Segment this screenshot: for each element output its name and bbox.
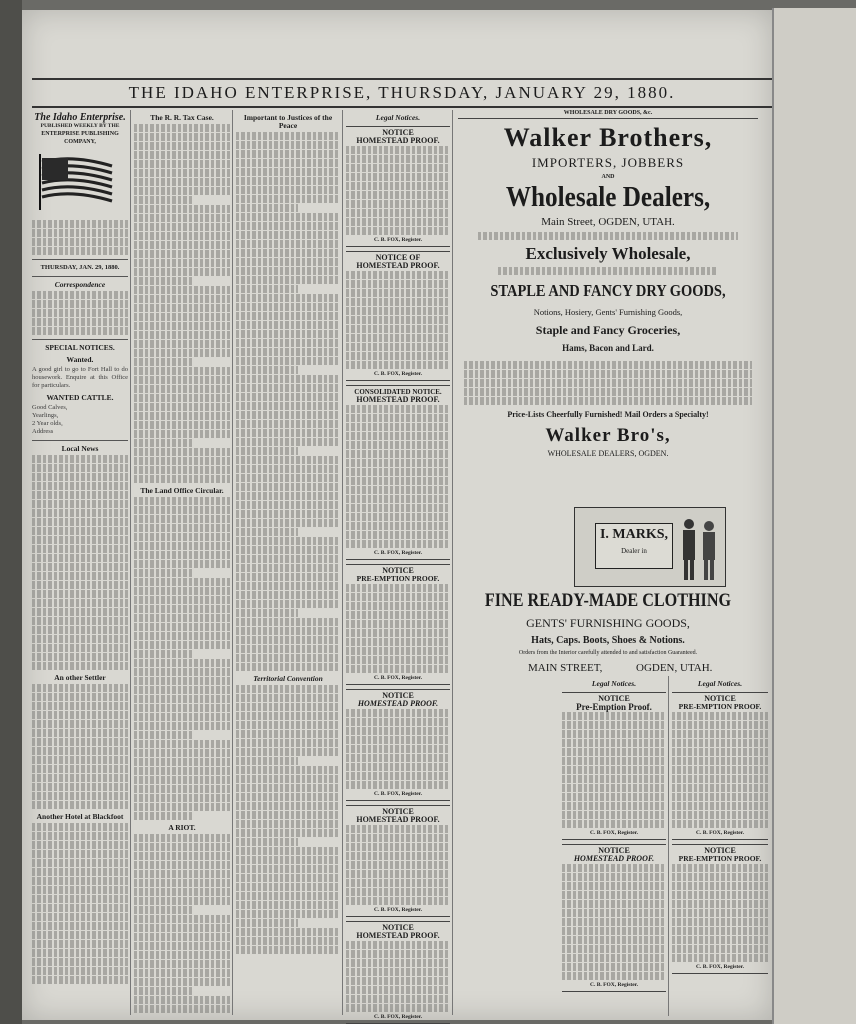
text-line bbox=[236, 447, 298, 455]
text-line bbox=[134, 704, 230, 712]
text-line bbox=[236, 555, 340, 563]
register-signature-7: C. B. FOX, Register. bbox=[374, 1014, 422, 1020]
text-line bbox=[134, 169, 230, 177]
text-line bbox=[134, 758, 230, 766]
text-line bbox=[236, 402, 340, 410]
text-line bbox=[134, 879, 230, 887]
text-line bbox=[236, 901, 340, 909]
text-line bbox=[134, 551, 230, 559]
text-line bbox=[236, 600, 340, 608]
text-line bbox=[236, 501, 340, 509]
text-line bbox=[236, 811, 340, 819]
text-line bbox=[236, 694, 340, 702]
text-line bbox=[236, 919, 298, 927]
text-line bbox=[134, 376, 230, 384]
register-signature-6: C. B. FOX, Register. bbox=[374, 907, 422, 913]
text-line bbox=[134, 749, 230, 757]
text-line bbox=[134, 960, 230, 968]
main-street: MAIN STREET, bbox=[528, 662, 603, 674]
text-line bbox=[134, 740, 230, 748]
text-line bbox=[236, 645, 340, 653]
text-line bbox=[236, 231, 340, 239]
text-line bbox=[134, 659, 230, 667]
text-line bbox=[134, 641, 230, 649]
clothing-headline: FINE READY-MADE CLOTHING bbox=[484, 590, 732, 611]
register-signature-6b: C. B. FOX, Register. bbox=[696, 964, 744, 970]
text-line bbox=[134, 124, 230, 132]
text-line bbox=[236, 910, 340, 918]
text-line bbox=[236, 802, 340, 810]
wholesale-dealers-ogden: WHOLESALE DEALERS, OGDEN. bbox=[547, 449, 669, 458]
text-line bbox=[134, 322, 230, 330]
text-line bbox=[134, 834, 230, 842]
correspondence-heading: Correspondence bbox=[54, 280, 106, 289]
text-line bbox=[236, 546, 340, 554]
notice-title-6: NOTICE bbox=[382, 807, 414, 816]
register-signature-3: C. B. FOX, Register. bbox=[374, 550, 422, 556]
text-line bbox=[134, 668, 230, 676]
text-line bbox=[236, 375, 340, 383]
pre-emption-title: PRE-EMPTION PROOF. bbox=[356, 574, 440, 583]
text-line bbox=[236, 258, 340, 266]
pre-emption-title-6a: PRE-EMPTION PROOF. bbox=[678, 702, 762, 711]
wholesale-dealers: Wholesale Dealers, bbox=[505, 182, 711, 213]
register-signature-2: C. B. FOX, Register. bbox=[374, 371, 422, 377]
text-line bbox=[236, 393, 340, 401]
text-line bbox=[236, 829, 340, 837]
flag-illustration bbox=[32, 152, 118, 210]
text-line bbox=[236, 141, 340, 149]
text-line bbox=[134, 812, 192, 820]
text-line bbox=[236, 856, 340, 864]
text-line bbox=[134, 178, 230, 186]
text-line bbox=[236, 775, 340, 783]
notice-block-6b bbox=[672, 844, 768, 974]
text-line bbox=[236, 892, 340, 900]
hams-line: Hams, Bacon and Lard. bbox=[562, 343, 654, 353]
text-line bbox=[236, 748, 340, 756]
text-line bbox=[236, 348, 340, 356]
text-line bbox=[236, 519, 340, 527]
text-line bbox=[134, 722, 230, 730]
text-line bbox=[236, 793, 340, 801]
adjacent-page bbox=[772, 8, 856, 1024]
text-line bbox=[134, 870, 230, 878]
land-office-heading: The Land Office Circular. bbox=[140, 486, 224, 495]
text-line bbox=[134, 151, 230, 159]
text-line bbox=[236, 820, 340, 828]
text-line bbox=[134, 803, 230, 811]
text-line bbox=[134, 897, 230, 905]
text-line bbox=[236, 483, 340, 491]
text-line bbox=[134, 295, 230, 303]
text-line bbox=[134, 731, 192, 739]
text-line bbox=[134, 421, 230, 429]
cattle-good-calves: Good Calves, bbox=[32, 404, 68, 411]
text-line bbox=[236, 285, 298, 293]
notice-of-title: NOTICE OF bbox=[375, 253, 421, 262]
text-line bbox=[236, 937, 340, 945]
text-line bbox=[134, 187, 230, 195]
legal-notices-heading-5: Legal Notices. bbox=[591, 679, 637, 688]
notions-line: Notions, Hosiery, Gents' Furnishing Goods, bbox=[533, 307, 683, 317]
text-line bbox=[134, 196, 192, 204]
column-5-lower bbox=[562, 676, 666, 1016]
text-line bbox=[236, 528, 298, 536]
another-settler-heading: An other Settler bbox=[54, 673, 106, 682]
text-line bbox=[134, 331, 230, 339]
marks-sign bbox=[595, 523, 673, 569]
text-line bbox=[236, 366, 298, 374]
text-line bbox=[236, 730, 340, 738]
text-line bbox=[236, 654, 340, 662]
column-4 bbox=[346, 110, 450, 1020]
text-line bbox=[236, 429, 340, 437]
text-line bbox=[134, 524, 230, 532]
text-line bbox=[236, 721, 340, 729]
text-line bbox=[236, 685, 340, 693]
text-line bbox=[134, 987, 192, 995]
text-line bbox=[134, 605, 230, 613]
publisher-line: PUBLISHED WEEKLY BY THE bbox=[40, 123, 120, 129]
special-notices-heading: SPECIAL NOTICES. bbox=[45, 343, 115, 352]
cattle-address: Address bbox=[32, 428, 54, 435]
consolidated-title: CONSOLIDATED NOTICE. bbox=[354, 388, 442, 396]
column-1 bbox=[32, 110, 128, 1015]
notice-title: NOTICE bbox=[382, 128, 414, 137]
text-line bbox=[236, 766, 340, 774]
text-line bbox=[134, 497, 230, 505]
price-lists-line: Price-Lists Cheerfully Furnished! Mail Orders a Specialty! bbox=[507, 410, 709, 419]
text-line bbox=[134, 250, 230, 258]
newspaper-page bbox=[22, 10, 772, 1020]
column-6-lower bbox=[672, 676, 768, 1016]
another-hotel-heading: Another Hotel at Blackfoot bbox=[36, 812, 124, 821]
text-line bbox=[134, 430, 230, 438]
tax-case-heading: The R. R. Tax Case. bbox=[150, 113, 214, 122]
text-line bbox=[236, 703, 340, 711]
text-line bbox=[236, 159, 340, 167]
notice-block-6 bbox=[346, 805, 450, 917]
text-line bbox=[134, 133, 230, 141]
text-line bbox=[236, 636, 340, 644]
column-3 bbox=[236, 110, 340, 1015]
notice-title-5a: NOTICE bbox=[598, 694, 630, 703]
staple-fancy-dry-goods: STAPLE AND FANCY DRY GOODS, bbox=[490, 281, 726, 300]
text-line bbox=[134, 924, 230, 932]
ad-category: WHOLESALE DRY GOODS, &c. bbox=[458, 110, 758, 119]
text-line bbox=[134, 205, 230, 213]
text-line bbox=[134, 223, 230, 231]
text-line bbox=[236, 357, 340, 365]
notice-block-2 bbox=[346, 251, 450, 381]
homestead-proof-title-5: HOMESTEAD PROOF. bbox=[357, 699, 439, 708]
text-line bbox=[236, 222, 340, 230]
text-line bbox=[236, 573, 340, 581]
text-line bbox=[134, 632, 230, 640]
publisher: ENTERPRISE PUBLISHING COMPANY, bbox=[41, 131, 119, 145]
text-line bbox=[134, 313, 230, 321]
date-line: THURSDAY, JAN. 29, 1880. bbox=[40, 264, 120, 271]
text-line bbox=[236, 627, 340, 635]
text-line bbox=[134, 286, 230, 294]
text-line bbox=[134, 596, 230, 604]
text-line bbox=[236, 240, 340, 248]
text-line bbox=[134, 367, 230, 375]
text-line bbox=[134, 650, 192, 658]
text-line bbox=[236, 537, 340, 545]
text-line bbox=[134, 412, 230, 420]
text-line bbox=[236, 739, 340, 747]
text-line bbox=[236, 303, 340, 311]
notice-title-5: NOTICE bbox=[382, 691, 414, 700]
text-line bbox=[236, 946, 340, 954]
text-line bbox=[236, 195, 340, 203]
text-line bbox=[236, 177, 340, 185]
legal-notices-heading-6: Legal Notices. bbox=[697, 679, 743, 688]
wanted-cattle-heading: WANTED CATTLE. bbox=[46, 393, 114, 402]
text-line bbox=[134, 969, 230, 977]
homestead-proof-title-3: HOMESTEAD PROOF. bbox=[356, 395, 440, 404]
text-line bbox=[134, 861, 230, 869]
text-line bbox=[236, 411, 340, 419]
text-line bbox=[236, 384, 340, 392]
wanted-heading: Wanted. bbox=[66, 355, 94, 364]
cattle-two-year: 2 Year olds, bbox=[32, 420, 63, 427]
homestead-proof-title-2: HOMESTEAD PROOF. bbox=[356, 261, 440, 270]
notice-block-4 bbox=[346, 564, 450, 685]
homestead-proof-title-6: HOMESTEAD PROOF. bbox=[356, 815, 440, 824]
text-line bbox=[236, 510, 340, 518]
text-line bbox=[236, 712, 340, 720]
text-line bbox=[134, 439, 192, 447]
text-line bbox=[134, 475, 230, 483]
text-line bbox=[134, 713, 230, 721]
text-line bbox=[236, 132, 340, 140]
notice-title-7: NOTICE bbox=[382, 923, 414, 932]
text-line bbox=[134, 560, 230, 568]
text-line bbox=[134, 794, 230, 802]
register-signature-5b: C. B. FOX, Register. bbox=[590, 982, 638, 988]
text-line bbox=[236, 838, 298, 846]
text-line bbox=[134, 785, 230, 793]
paper-title: The Idaho Enterprise. bbox=[34, 112, 126, 123]
text-line bbox=[134, 448, 230, 456]
notice-block-5b bbox=[562, 844, 666, 992]
text-line bbox=[134, 268, 230, 276]
text-line bbox=[134, 942, 230, 950]
text-line bbox=[134, 906, 192, 914]
text-line bbox=[134, 996, 230, 1004]
text-line bbox=[134, 933, 230, 941]
wanted-text: A good girl to go to Fort Hall to do housework. Enquire at this Office for particulars. bbox=[32, 366, 128, 389]
text-line bbox=[134, 466, 230, 474]
riot-heading: A RIOT. bbox=[168, 823, 196, 832]
notice-title-6b: NOTICE bbox=[704, 846, 736, 855]
text-line bbox=[236, 438, 340, 446]
text-line bbox=[134, 214, 230, 222]
text-line bbox=[236, 168, 340, 176]
shopkeeper-figures bbox=[675, 514, 721, 582]
register-signature-5a: C. B. FOX, Register. bbox=[590, 830, 638, 836]
column-2 bbox=[134, 110, 230, 1015]
local-news-heading: Local News bbox=[61, 444, 99, 453]
gents-furnishing: GENTS' FURNISHING GOODS, bbox=[526, 616, 690, 630]
street-line: Main Street, OGDEN, UTAH. bbox=[541, 216, 675, 228]
text-line bbox=[236, 865, 340, 873]
text-line bbox=[134, 695, 230, 703]
text-line bbox=[134, 457, 230, 465]
orders-line: Orders from the Interior carefully attended to and satisfaction Guaranteed. bbox=[518, 650, 698, 656]
notice-block-1 bbox=[346, 126, 450, 247]
text-line bbox=[236, 420, 340, 428]
text-line bbox=[134, 677, 230, 685]
text-line bbox=[134, 241, 230, 249]
text-line bbox=[134, 515, 230, 523]
text-line bbox=[236, 474, 340, 482]
text-line bbox=[236, 663, 340, 671]
text-line bbox=[134, 852, 230, 860]
text-line bbox=[236, 784, 340, 792]
notice-title-5b: NOTICE bbox=[598, 846, 630, 855]
text-line bbox=[134, 358, 192, 366]
text-line bbox=[236, 339, 340, 347]
text-line bbox=[236, 150, 340, 158]
walker-brothers-ad bbox=[458, 110, 758, 458]
text-line bbox=[134, 403, 230, 411]
text-line bbox=[236, 492, 340, 500]
importers-line: IMPORTERS, JOBBERS bbox=[531, 155, 685, 170]
notice-block-5a bbox=[562, 692, 666, 840]
text-line bbox=[236, 928, 340, 936]
text-line bbox=[134, 578, 230, 586]
register-signature: C. B. FOX, Register. bbox=[374, 237, 422, 243]
hats-caps-line: Hats, Caps. Boots, Shoes & Notions. bbox=[531, 635, 685, 646]
text-line bbox=[236, 883, 340, 891]
text-line bbox=[134, 843, 230, 851]
notice-block-6a bbox=[672, 692, 768, 840]
text-line bbox=[236, 757, 298, 765]
text-line bbox=[134, 614, 230, 622]
text-line bbox=[236, 267, 340, 275]
text-line bbox=[134, 349, 230, 357]
text-line bbox=[134, 542, 230, 550]
text-line bbox=[236, 609, 298, 617]
register-signature-5: C. B. FOX, Register. bbox=[374, 791, 422, 797]
book-spine bbox=[0, 0, 22, 1024]
territorial-heading: Territorial Convention bbox=[253, 674, 323, 683]
text-line bbox=[236, 213, 340, 221]
text-line bbox=[236, 312, 340, 320]
text-line bbox=[134, 533, 230, 541]
text-line bbox=[134, 340, 230, 348]
text-line bbox=[236, 276, 340, 284]
groceries-line: Staple and Fancy Groceries, bbox=[535, 323, 681, 337]
text-line bbox=[134, 1005, 230, 1013]
text-line bbox=[236, 456, 340, 464]
notice-block-7 bbox=[346, 921, 450, 1024]
text-line bbox=[236, 874, 340, 882]
justices-heading: Important to Justices of the Peace bbox=[243, 113, 333, 130]
walker-bros-logo: Walker Bro's, bbox=[545, 425, 671, 446]
text-line bbox=[134, 160, 230, 168]
marks-name: I. MARKS, bbox=[599, 527, 669, 542]
text-line bbox=[134, 623, 230, 631]
text-line bbox=[134, 569, 192, 577]
text-line bbox=[236, 618, 340, 626]
text-line bbox=[134, 506, 230, 514]
text-line bbox=[236, 582, 340, 590]
text-line bbox=[134, 232, 230, 240]
text-line bbox=[134, 142, 230, 150]
register-signature-6a: C. B. FOX, Register. bbox=[696, 830, 744, 836]
cattle-yearlings: Yearlings, bbox=[32, 412, 59, 419]
text-line bbox=[236, 204, 298, 212]
text-line bbox=[236, 591, 340, 599]
register-signature-4: C. B. FOX, Register. bbox=[374, 675, 422, 681]
legal-notices-heading: Legal Notices. bbox=[375, 113, 421, 122]
homestead-proof-title: HOMESTEAD PROOF. bbox=[356, 136, 440, 145]
text-line bbox=[134, 888, 230, 896]
pre-emption-title-6b: PRE-EMPTION PROOF. bbox=[678, 854, 762, 863]
notice-block-3 bbox=[346, 385, 450, 560]
text-line bbox=[236, 330, 340, 338]
text-line bbox=[134, 776, 230, 784]
marks-storefront-illustration bbox=[574, 507, 726, 587]
notice-block-5 bbox=[346, 689, 450, 801]
text-line bbox=[236, 249, 340, 257]
masthead: THE IDAHO ENTERPRISE, THURSDAY, JANUARY 29, 1880. bbox=[32, 78, 772, 108]
exclusively-wholesale: Exclusively Wholesale, bbox=[525, 244, 691, 263]
text-line bbox=[134, 951, 230, 959]
firm-name: Walker Brothers, bbox=[503, 123, 713, 152]
text-line bbox=[134, 587, 230, 595]
and-line: AND bbox=[601, 174, 615, 180]
text-line bbox=[236, 847, 340, 855]
text-line bbox=[134, 394, 230, 402]
notice-title-6a: NOTICE bbox=[704, 694, 736, 703]
text-line bbox=[236, 564, 340, 572]
homestead-proof-title-7: HOMESTEAD PROOF. bbox=[356, 931, 440, 940]
text-line bbox=[236, 294, 340, 302]
text-line bbox=[134, 978, 230, 986]
marks-clothing-ad bbox=[458, 590, 758, 678]
text-line bbox=[134, 915, 230, 923]
homestead-title-5b: HOMESTEAD PROOF. bbox=[573, 854, 655, 863]
text-line bbox=[134, 259, 230, 267]
text-line bbox=[236, 186, 340, 194]
text-line bbox=[236, 321, 340, 329]
ogden-utah: OGDEN, UTAH. bbox=[636, 662, 713, 674]
marks-dealer-in: Dealer in bbox=[621, 547, 647, 555]
text-line bbox=[236, 465, 340, 473]
text-line bbox=[134, 767, 230, 775]
text-line bbox=[134, 686, 230, 694]
text-line bbox=[134, 304, 230, 312]
notice-title-4: NOTICE bbox=[382, 566, 414, 575]
text-line bbox=[134, 385, 230, 393]
text-line bbox=[134, 277, 192, 285]
pre-emption-title-5a: Pre-Emption Proof. bbox=[576, 702, 652, 712]
